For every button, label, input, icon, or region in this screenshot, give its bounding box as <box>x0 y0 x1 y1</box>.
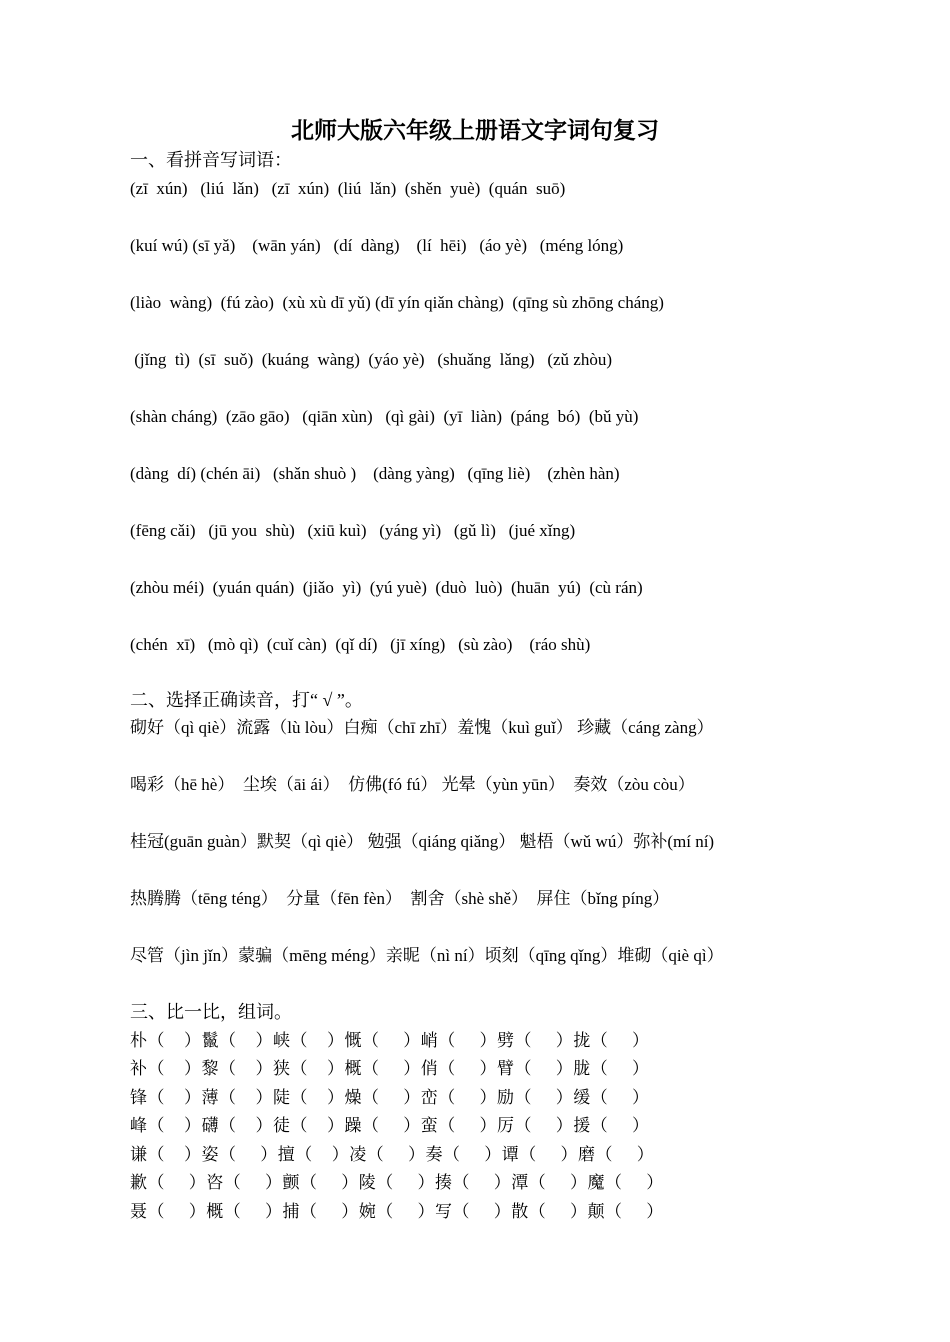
compare-line: 峰（ ）礴（ ）徒（ ）躁（ ）蛮（ ）厉（ ）援（ ） <box>130 1116 650 1135</box>
pinyin-line: (jǐng tì) (sī suǒ) (kuáng wàng) (yáo yè) (shuǎng lǎng) (zǔ zhòu) <box>130 350 613 369</box>
reading-choice-line: 桂冠(guān guàn）默契（qì qiè） 勉强（qiáng qiǎng） 魁梧（wǔ wú）弥补(mí ní) <box>130 832 715 851</box>
reading-choice-line: 尽管（jìn jǐn）蒙骗（mēng méng）亲昵（nì ní）顷刻（qīng qǐng）堆砌（qiè qì） <box>130 946 724 965</box>
pinyin-line: (zhòu méi) (yuán quán) (jiǎo yì) (yú yuè) (duò luò) (huān yú) (cù rán) <box>130 578 643 597</box>
section1-heading: 一、看拼音写词语： <box>130 150 292 170</box>
reading-choice-line: 喝彩（hē hè） 尘埃（āi ái） 仿佛(fó fú） 光晕（yùn yūn） 奏效（zòu còu） <box>130 775 695 794</box>
section2-heading: 二、选择正确读音，打“ √ ”。 <box>130 690 363 710</box>
compare-line: 朴（ ）鬣（ ）峡（ ）慨（ ）峭（ ）劈（ ）拢（ ） <box>130 1031 650 1050</box>
pinyin-line: (dàng dí) (chén āi) (shǎn shuò ) (dàng yàng) (qīng liè) (zhèn hàn) <box>130 464 620 483</box>
reading-choice-line: 热腾腾（tēng téng） 分量（fēn fèn） 割舍（shè shě） 屏住（bǐng píng） <box>130 889 670 908</box>
pinyin-line: (liào wàng) (fú zào) (xù xù dī yǔ) (dī yín qiǎn chàng) (qīng sù zhōng cháng) <box>130 293 664 312</box>
compare-line: 歉（ ）咨（ ）颤（ ）陵（ ）揍（ ）潭（ ）魔（ ） <box>130 1173 664 1192</box>
page-title: 北师大版六年级上册语文字词句复习 <box>291 118 659 144</box>
compare-line: 谦（ ）姿（ ）擅（ ）凌（ ）奏（ ）谭（ ）磨（ ） <box>130 1145 655 1164</box>
pinyin-line: (fēng cǎi) (jū you shù) (xiū kuì) (yáng yì) (gǔ lì) (jué xǐng) <box>130 521 576 540</box>
compare-line: 补（ ）黎（ ）狭（ ）概（ ）俏（ ）臂（ ）胧（ ） <box>130 1059 650 1078</box>
compare-line: 聂（ ）概（ ）捕（ ）婉（ ）写（ ）散（ ）颠（ ） <box>130 1202 664 1221</box>
pinyin-line: (zī xún) (liú lǎn) (zī xún) (liú lǎn) (shěn yuè) (quán suō) <box>130 179 566 198</box>
pinyin-line: (shàn cháng) (zāo gāo) (qiān xùn) (qì gài) (yī liàn) (páng bó) (bǔ yù) <box>130 407 639 426</box>
section3-heading: 三、比一比，组词。 <box>130 1002 292 1022</box>
reading-choice-line: 砌好（qì qiè）流露（lù lòu）白痴（chī zhī）羞愧（kuì guǐ） 珍藏（cáng zàng） <box>130 718 714 737</box>
pinyin-line: (chén xī) (mò qì) (cuǐ càn) (qǐ dí) (jī xíng) (sù zào) (ráo shù) <box>130 635 591 654</box>
compare-line: 锋（ ）薄（ ）陡（ ）燥（ ）峦（ ）励（ ）缓（ ） <box>130 1088 650 1107</box>
pinyin-line: (kuí wú) (sī yǎ) (wān yán) (dí dàng) (lí hēi) (áo yè) (méng lóng) <box>130 236 624 255</box>
